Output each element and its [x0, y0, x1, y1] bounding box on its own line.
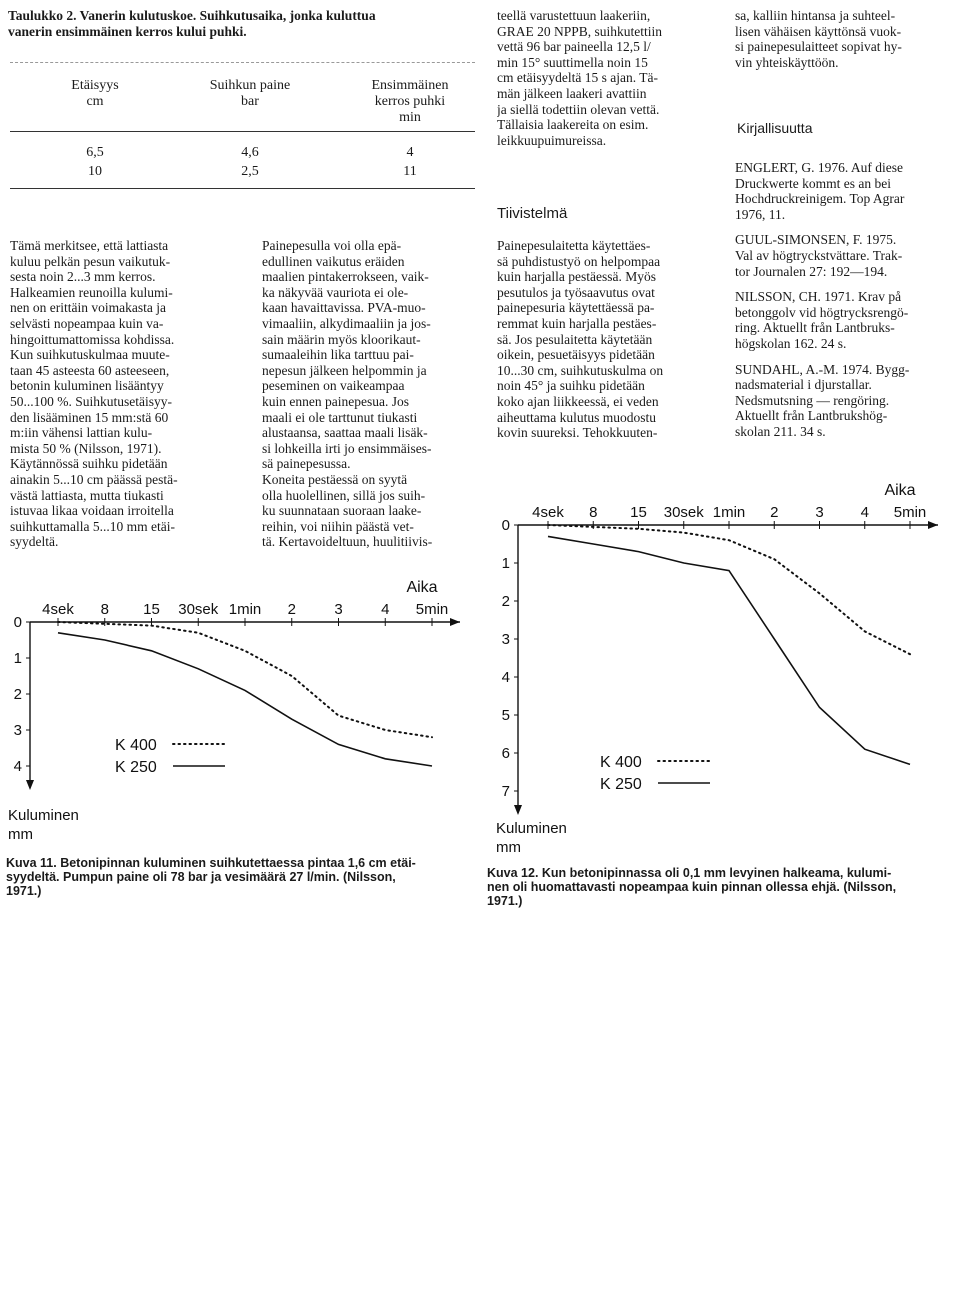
x-axis-label: Aika — [884, 482, 916, 499]
y-tick-label: 1 — [501, 555, 510, 572]
text-line: ainakin 5...10 cm päässä pestä- — [10, 471, 178, 487]
x-tick-label: 30sek — [663, 504, 704, 521]
text-line: alustaansa, saattaa maali lisäk- — [262, 425, 428, 441]
text-line: nen on erittäin voimakasta ja — [10, 300, 166, 316]
x-tick-label: 1min — [712, 504, 746, 521]
text-line: sain määrin myös kloorikaut- — [262, 331, 421, 347]
text-line: ka näkyvää vauriota ei ole- — [262, 284, 409, 300]
y-axis-label — [8, 807, 79, 843]
table-title-line: Taulukko 2. Vanerin kulutuskoe. Suihkutusaika, jonka kuluttua — [8, 8, 376, 23]
text-line: edullinen vaikutus eräiden — [262, 253, 405, 269]
text-line: selvästi nopeampaa kuin va- — [10, 315, 164, 331]
x-tick-label: 8 — [100, 601, 109, 618]
y-axis-label — [496, 820, 567, 855]
x-axis-arrow — [450, 618, 460, 626]
text-line: Koneita pestäessä on syytä — [262, 471, 408, 487]
text-line: kuin ennen painepesua. Jos — [262, 393, 409, 409]
text-line: noin 45° ja suihku pidetään — [497, 378, 645, 394]
figure-11-chart — [0, 570, 490, 850]
text-line: reihin, voi niihin päästä vet- — [262, 518, 414, 534]
y-tick-label: 0 — [13, 614, 22, 631]
text-line: Painepesulaitetta käytettäes- — [497, 238, 651, 253]
column-2-text — [262, 238, 487, 550]
text-line: sa, kalliin hintansa ja suhteel- — [735, 8, 896, 23]
x-tick-label: 2 — [770, 504, 779, 521]
reference-line: Val av högtryckstvättare. Trak- — [735, 247, 903, 263]
x-tick-label: 2 — [287, 601, 296, 618]
y-axis-arrow — [514, 805, 522, 815]
x-tick-label: 1min — [228, 601, 262, 618]
text-line: ku suunnataan suoraan laake- — [262, 503, 422, 519]
x-axis-label: Aika — [406, 579, 438, 596]
text-line: vimaaliin, alkydimaaliin ja jos- — [262, 315, 431, 331]
reference-line: GUUL-SIMONSEN, F. 1975. — [735, 232, 897, 248]
text-line: remmat kuin harjalla pestäes- — [497, 315, 657, 331]
reference-line: Druckwerte kommt es an bei — [735, 175, 891, 191]
text-line: teellä varustettuun laakeriin, — [497, 8, 651, 23]
text-line: sä. Jos pesulaitetta käytetään — [497, 331, 653, 347]
text-line: kuin harjalla pestäessä. Myös — [497, 269, 656, 285]
text-line: Tällaisia laakereita on esim. — [497, 117, 649, 133]
table-title — [8, 8, 483, 40]
reference-line: skolan 211. 34 s. — [735, 423, 826, 439]
x-tick-label: 8 — [589, 504, 598, 521]
text-line: kovin suureksi. Tehokkuuten- — [497, 425, 658, 441]
column-4-text — [735, 8, 955, 70]
reference-line: SUNDAHL, A.-M. 1974. Bygg- — [735, 361, 910, 377]
y-tick-label: 4 — [13, 758, 22, 775]
text-line: suihkuttamalla 5...10 mm etäi- — [10, 518, 175, 534]
text-line: vin yhteiskäyttöön. — [735, 54, 839, 70]
y-axis-label-line: Kuluminen — [496, 820, 567, 837]
y-tick-label: 4 — [501, 669, 510, 686]
header-line: Suihkun paine — [209, 78, 291, 93]
series-k400-line — [548, 525, 910, 654]
text-line: taan 45 asteesta 60 asteeseen, — [10, 362, 170, 378]
x-tick-label: 3 — [334, 601, 343, 618]
x-tick-label: 15 — [143, 601, 160, 618]
y-tick-label: 6 — [501, 745, 510, 762]
y-axis-label-line: mm — [496, 839, 521, 855]
text-line: 50...100 %. Suihkutusetäisyy- — [10, 393, 172, 409]
text-line: Kun suihkutuskulmaa muute- — [10, 347, 170, 363]
text-line: sä painepesussa. — [262, 456, 351, 472]
y-tick-label: 2 — [13, 686, 22, 703]
text-line: cm etäisyydeltä 15 s ajan. Tä- — [497, 70, 658, 86]
table-cell: 2,5 — [241, 164, 259, 179]
table-header-pressure — [185, 78, 315, 110]
text-line: oikein, pesuetäisyys pidetään — [497, 347, 655, 363]
x-axis-arrow — [928, 521, 938, 529]
legend-label: K 400 — [115, 737, 157, 754]
text-line: lisen vähäisen käyttönsä vuok- — [735, 23, 902, 39]
text-line: min 15° suuttimella noin 15 — [497, 54, 648, 70]
reference-entry — [735, 289, 955, 351]
text-line: si lohkeilla irti jo ensimmäises- — [262, 440, 432, 456]
table-cell: 10 — [88, 164, 102, 179]
y-tick-label: 0 — [501, 517, 510, 534]
header-line: cm — [86, 94, 104, 109]
reference-line: NILSSON, CH. 1971. Krav på — [735, 289, 902, 305]
text-line: peseminen on vaikeampaa — [262, 378, 405, 394]
table-cell: 11 — [403, 164, 417, 179]
header-line: Ensimmäinen — [371, 78, 449, 93]
text-line: nepesun jälkeen helpommin ja — [262, 362, 427, 378]
text-line: koko ajan liikkeessä, ei veden — [497, 393, 659, 409]
text-line: aiheuttama kulutus muodostu — [497, 409, 656, 425]
y-tick-label: 7 — [501, 783, 510, 800]
caption-line: nen oli huomattavasti nopeampaa kuin pinnan ollessa ehjä. (Nilsson, — [487, 880, 897, 894]
x-tick-label: 4 — [381, 601, 390, 618]
y-tick-label: 1 — [13, 650, 22, 667]
x-tick-label: 5min — [893, 504, 927, 521]
caption-line: syydeltä. Pumpun paine oli 78 bar ja vesimäärä 27 l/min. (Nilsson, — [6, 870, 396, 884]
text-line: sä puhdistustyö on helpompaa — [497, 253, 661, 269]
x-tick-label: 4 — [860, 504, 869, 521]
references-heading: Kirjallisuutta — [737, 120, 813, 136]
reference-line: tor Journalen 27: 192—194. — [735, 263, 888, 279]
table-header-distance — [40, 78, 150, 110]
reference-line: 1976, 11. — [735, 206, 786, 222]
text-line: kuluu pelkän pesun vaikutuk- — [10, 253, 171, 269]
x-tick-label: 15 — [630, 504, 647, 521]
y-axis-arrow — [26, 780, 34, 790]
text-line: painepesuria käytettäessä pa- — [497, 300, 655, 316]
text-line: kaan havaittavissa. PVA-muo- — [262, 300, 426, 316]
series-k250-line — [548, 536, 910, 764]
y-axis-label-line: Kuluminen — [8, 807, 79, 824]
table-cell: 4 — [406, 145, 414, 160]
figure-11-caption — [6, 856, 484, 898]
table-title-line: vanerin ensimmäinen kerros kului puhki. — [8, 24, 247, 39]
text-line: istuvaa likaa voidaan irroitella — [10, 503, 174, 519]
column-1-text — [10, 238, 240, 550]
reference-line: nadsmaterial i djurstallar. — [735, 377, 872, 393]
text-line: ja siellä todettiin olevan vettä. — [497, 101, 660, 117]
reference-entry — [735, 362, 955, 440]
table-cell: 6,5 — [86, 145, 104, 160]
text-line: Painepesulla voi olla epä- — [262, 238, 402, 253]
text-line: tä. Kertavoideltuun, huulitiivis- — [262, 534, 433, 550]
legend-label: K 250 — [115, 759, 157, 776]
text-line: hingoittumattomissa kohdissa. — [10, 331, 175, 347]
caption-line: Kuva 12. Kun betonipinnassa oli 0,1 mm levyinen halkeama, kulumi- — [487, 866, 892, 880]
text-line: sumaaleihin lika tarttuu pai- — [262, 347, 414, 363]
reference-line: Nedsmutsning — rengöring. — [735, 392, 890, 408]
references-list — [735, 160, 955, 450]
y-tick-label: 3 — [501, 631, 510, 648]
x-tick-label: 30sek — [178, 601, 219, 618]
summary-text — [497, 238, 722, 441]
text-line: Tämä merkitsee, että lattiasta — [10, 238, 169, 253]
text-line: betonin kuluminen lisääntyy — [10, 378, 164, 394]
table-rule-mid — [10, 131, 475, 132]
text-line: m:iin vähensi lattian kulu- — [10, 425, 153, 441]
header-line: min — [399, 110, 421, 125]
text-line: Käytännössä suihku pidetään — [10, 456, 168, 472]
reference-line: Hochdruckreinigem. Top Agrar — [735, 191, 905, 207]
caption-line: Kuva 11. Betonipinnan kuluminen suihkutettaessa pintaa 1,6 cm etäi- — [6, 856, 416, 870]
text-line: leikkuupuimureissa. — [497, 132, 607, 148]
x-tick-label: 5min — [415, 601, 449, 618]
text-line: GRAE 20 NPPB, suihkutettiin — [497, 23, 663, 39]
header-line: bar — [241, 94, 259, 109]
text-line: Halkeamien reunoilla kulumi- — [10, 284, 173, 300]
figure-12-chart — [490, 475, 960, 855]
text-line: mista 50 % (Nilsson, 1971). — [10, 440, 162, 456]
legend-label: K 400 — [600, 754, 642, 771]
caption-line: 1971.) — [6, 884, 42, 898]
reference-line: Aktuellt från Lantbrukshög- — [735, 408, 888, 424]
reference-line: ring. Aktuellt från Lantbruks- — [735, 320, 895, 336]
table-header-first-layer — [345, 78, 475, 126]
text-line: den lisääminen 15 mm:stä 60 — [10, 409, 169, 425]
text-line: syydeltä. — [10, 534, 59, 550]
x-tick-label: 4sek — [42, 601, 74, 618]
text-line: maali ei ole tarttunut tiukasti — [262, 409, 418, 425]
legend-label: K 250 — [600, 776, 642, 793]
y-tick-label: 5 — [501, 707, 510, 724]
y-tick-label: 2 — [501, 593, 510, 610]
caption-line: 1971.) — [487, 894, 523, 908]
table-rule-bottom — [10, 188, 475, 189]
text-line: västä lattiasta, mutta tiukasti — [10, 487, 164, 503]
reference-entry — [735, 232, 955, 279]
text-line: män jälkeen laakeri avattiin — [497, 85, 647, 101]
reference-entry — [735, 160, 955, 222]
header-line: kerros puhki — [374, 94, 446, 109]
y-tick-label: 3 — [13, 722, 22, 739]
text-line: olla huolellinen, sillä jos suih- — [262, 487, 426, 503]
table-rule-top — [10, 62, 475, 63]
text-line: sesta noin 2...3 mm kerros. — [10, 269, 156, 285]
reference-line: betonggolv vid högtrycksrengö- — [735, 304, 909, 320]
summary-heading: Tiivistelmä — [497, 205, 568, 222]
text-line: 10...30 cm, suihkutuskulma on — [497, 362, 664, 378]
figure-12-caption — [487, 866, 957, 908]
column-3-text — [497, 8, 722, 148]
text-line: vettä 96 bar paineella 12,5 l/ — [497, 39, 651, 55]
y-axis-label-line: mm — [8, 826, 33, 843]
reference-line: högskolan 162. 24 s. — [735, 335, 847, 351]
x-tick-label: 4sek — [532, 504, 564, 521]
reference-line: ENGLERT, G. 1976. Auf diese — [735, 160, 904, 175]
series-k400-line — [58, 622, 432, 737]
x-tick-label: 3 — [815, 504, 824, 521]
header-line: Etäisyys — [71, 78, 119, 93]
text-line: maalien pintakerrokseen, vaik- — [262, 269, 429, 285]
table-cell: 4,6 — [241, 145, 259, 160]
text-line: si painepesulaitteet sopivat hy- — [735, 39, 902, 55]
text-line: pesutulos ja työsaavutus ovat — [497, 284, 655, 300]
